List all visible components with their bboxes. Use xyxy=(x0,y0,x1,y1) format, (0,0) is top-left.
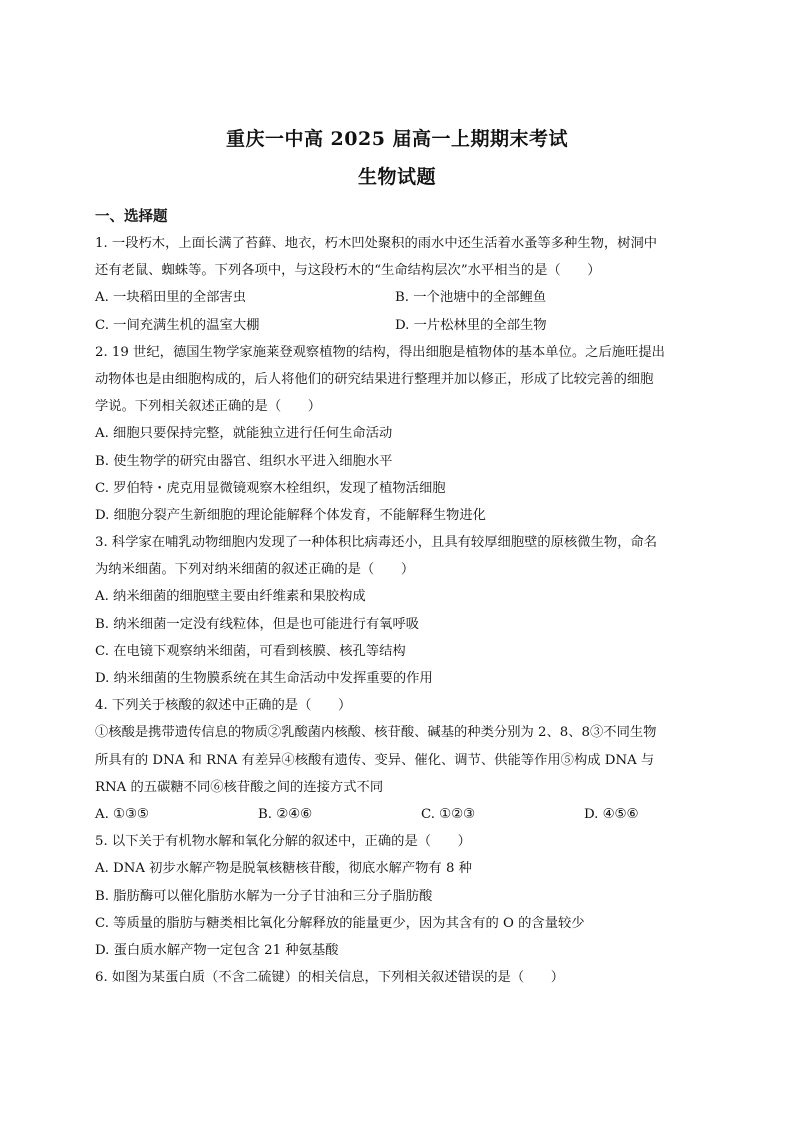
option-c: C. 罗伯特・虎克用显微镜观察木栓组织，发现了植物活细胞 xyxy=(95,480,446,496)
question-3 xyxy=(95,529,695,692)
question-5 xyxy=(95,828,695,964)
question-stem-line: 为纳米细菌。下列对纳米细菌的叙述正确的是（ ） xyxy=(95,562,415,578)
question-stem-line: 5. 以下关于有机物水解和氧化分解的叙述中，正确的是（ ） xyxy=(95,834,471,850)
option-a: A. 纳米细菌的细胞壁主要由纤维素和果胶构成 xyxy=(95,589,366,605)
question-stem-line: 6. 如图为某蛋白质（不含二硫键）的相关信息，下列相关叙述错误的是（ ） xyxy=(95,970,565,986)
option-row xyxy=(95,312,695,339)
section-heading: 一、选择题 xyxy=(95,208,168,225)
option-b: B. 一个池塘中的全部鲤鱼 xyxy=(395,290,547,306)
option-c: C. 等质量的脂肪与糖类相比氧化分解释放的能量更少，因为其含有的 O 的含量较少 xyxy=(95,915,585,931)
option-d: D. 蛋白质水解产物一定包含 21 种氨基酸 xyxy=(95,942,339,958)
exam-subtitle: 生物试题 xyxy=(357,166,436,188)
option-a: A. DNA 初步水解产物是脱氧核糖核苷酸，彻底水解产物有 8 种 xyxy=(95,861,472,877)
question-stem-line: 还有老鼠、蜘蛛等。下列各项中，与这段朽木的“生命结构层次”水平相当的是（ ） xyxy=(95,263,601,279)
option-d: D. 一片松林里的全部生物 xyxy=(395,317,547,333)
question-list xyxy=(95,230,695,991)
option-b: B. ②④⑥ xyxy=(258,806,312,822)
option-a: A. 一块稻田里的全部害虫 xyxy=(95,290,247,306)
question-stem-line: ①核酸是携带遗传信息的物质②乳酸菌内核酸、核苷酸、碱基的种类分别为 2、8、8③不同生物 xyxy=(95,725,657,741)
option-c: C. ①②③ xyxy=(421,806,475,822)
option-b: B. 使生物学的研究由器官、组织水平进入细胞水平 xyxy=(95,453,393,469)
exam-title: 重庆一中高 2025 届高一上期期末考试 xyxy=(225,128,569,150)
option-b: B. 脂肪酶可以催化脂肪水解为一分子甘油和三分子脂肪酸 xyxy=(95,888,433,904)
option-a: A. 细胞只要保持完整，就能独立进行任何生命活动 xyxy=(95,426,393,442)
option-c: C. 一间充满生机的温室大棚 xyxy=(95,317,260,333)
option-row xyxy=(95,801,695,828)
option-d: D. ④⑤⑥ xyxy=(584,806,639,822)
question-stem-line: 3. 科学家在哺乳动物细胞内发现了一种体积比病毒还小，且具有较厚细胞壁的原核微生物，命名 xyxy=(95,535,658,551)
question-stem-line: RNA 的五碳糖不同⑥核苷酸之间的连接方式不同 xyxy=(95,779,384,795)
option-b: B. 纳米细菌一定没有线粒体，但是也可能进行有氧呼吸 xyxy=(95,616,420,632)
option-c: C. 在电镜下观察纳米细菌，可看到核膜、核孔等结构 xyxy=(95,643,406,659)
question-stem-line: 学说。下列相关叙述正确的是（ ） xyxy=(95,399,322,415)
option-d: D. 纳米细菌的生物膜系统在其生命活动中发挥重要的作用 xyxy=(95,671,433,686)
question-stem-line: 动物体也是由细胞构成的，后人将他们的研究结果进行整理并加以修正，形成了比较完善的细胞 xyxy=(95,371,654,387)
question-stem-line: 所具有的 DNA 和 RNA 有差异④核酸有遗传、变异、催化、调节、供能等作用⑤构成 DNA 与 xyxy=(95,752,655,768)
question-stem-line: 2. 19 世纪，德国生物学家施莱登观察植物的结构，得出细胞是植物体的基本单位。之后施旺提出 xyxy=(95,344,665,360)
question-1 xyxy=(95,230,695,339)
option-a: A. ①③⑤ xyxy=(95,806,149,822)
option-row xyxy=(95,284,695,311)
question-2 xyxy=(95,339,695,529)
question-4 xyxy=(95,692,695,828)
question-stem-line: 1. 一段朽木，上面长满了苔藓、地衣，朽木凹处聚积的雨水中还生活着水蚤等多种生物，树洞中 xyxy=(95,236,658,251)
question-6 xyxy=(95,964,695,991)
question-stem-line: 4. 下列关于核酸的叙述中正确的是（ ） xyxy=(95,698,352,714)
option-d: D. 细胞分裂产生新细胞的理论能解释个体发育，不能解释生物进化 xyxy=(95,507,486,523)
